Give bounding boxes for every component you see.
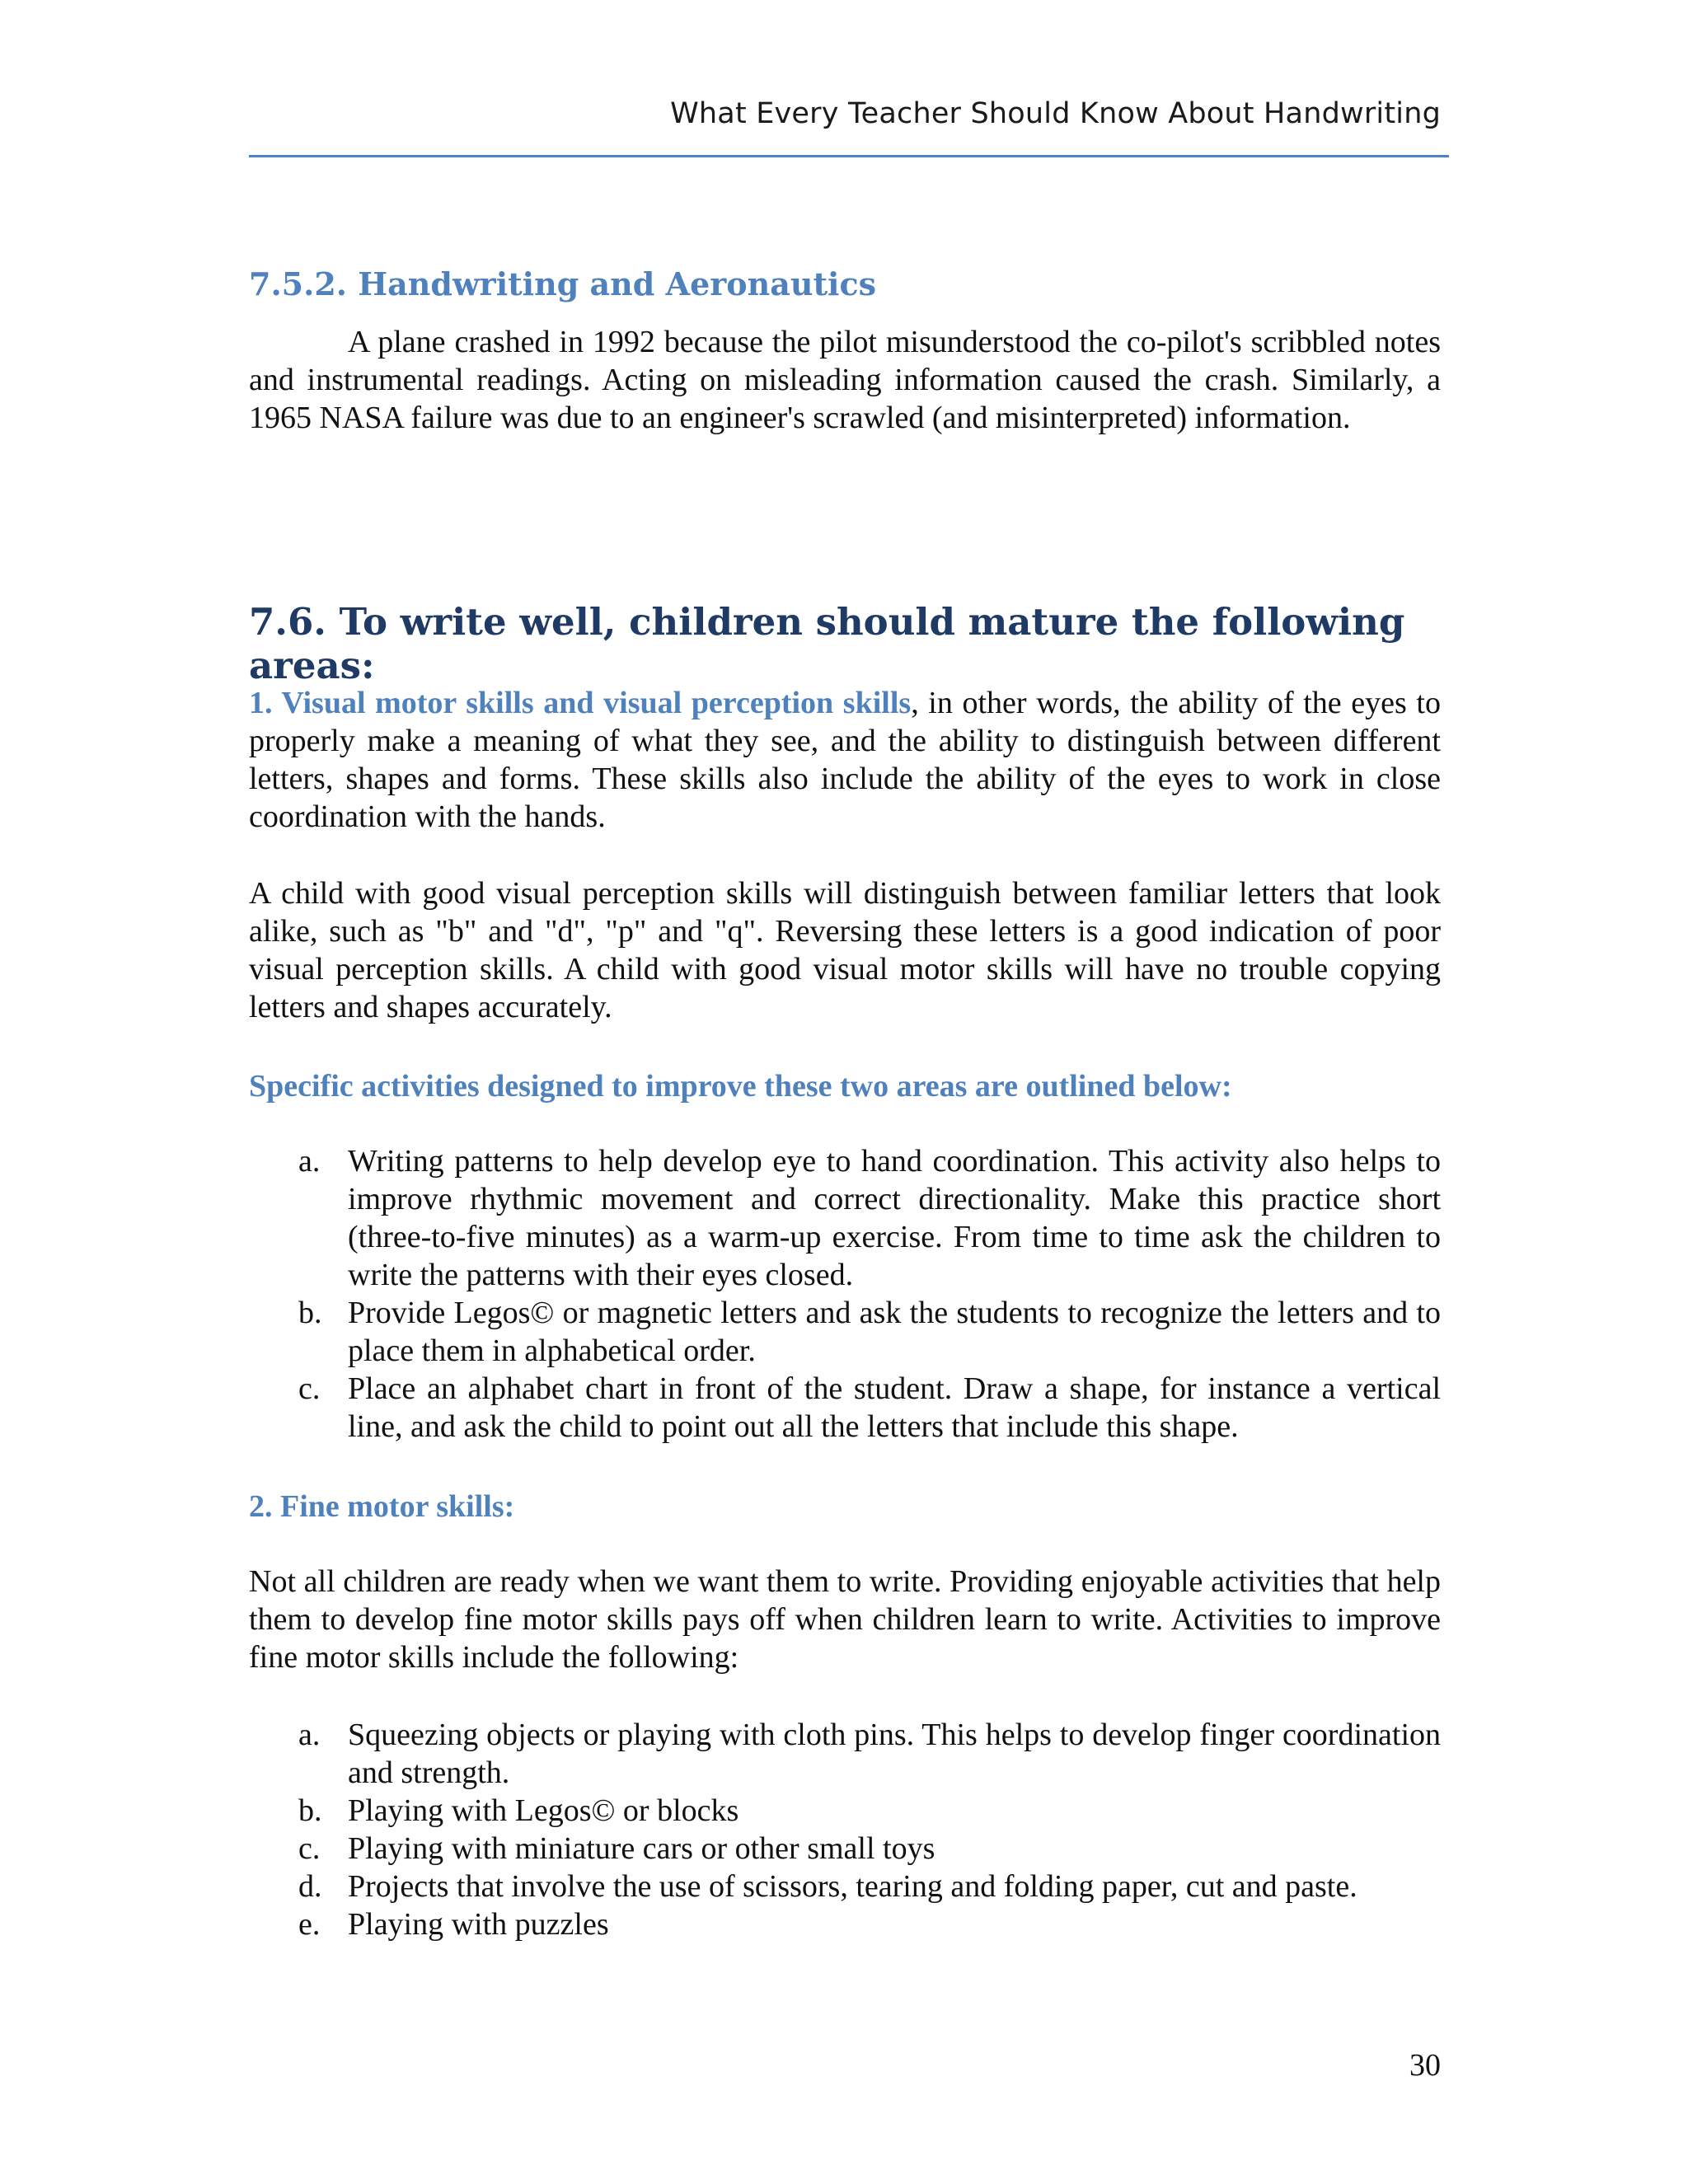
list-item-text: Provide Legos© or magnetic letters and ask the students to recognize the letters and to place them in alphabetical order.: [348, 1296, 1441, 1368]
list-item-text: Place an alphabet chart in front of the student. Draw a shape, for instance a vertical line, and ask the child to point out all the letters that include this shape.: [348, 1371, 1441, 1444]
list-marker: e.: [298, 1907, 321, 1942]
list-item: [249, 1830, 1441, 1868]
list-marker: b.: [298, 1793, 322, 1828]
visual-perception-paragraph: A child with good visual perception skills will distinguish between familiar letters that look alike, such as "b" and "d", "p" and "q". Reversing these letters is a good indication of poor visual perception skills. A child with good visual motor skills will have no trouble copying letters and shapes accurately.: [249, 876, 1441, 1024]
running-header: What Every Teacher Should Know About Handwriting: [670, 97, 1441, 130]
visual-skills-paragraph: [249, 684, 1441, 836]
list-item-text: Playing with puzzles: [348, 1907, 609, 1942]
header-rule: [249, 155, 1449, 157]
list-marker: a.: [298, 1144, 321, 1179]
list-item: [249, 1868, 1441, 1905]
list-item-text: Playing with Legos© or blocks: [348, 1793, 739, 1828]
page-number: 30: [1409, 2048, 1441, 2083]
list-marker: c.: [298, 1831, 321, 1866]
list-item-text: Squeezing objects or playing with cloth pins. This helps to develop finger coordination and strength.: [348, 1718, 1441, 1790]
visual-activities-list: [249, 1142, 1441, 1446]
visual-skills-lead: 1. Visual motor skills and visual perception skills: [249, 686, 912, 720]
list-item: [249, 1792, 1441, 1830]
list-item-text: Playing with miniature cars or other small toys: [348, 1831, 935, 1866]
fine-motor-activities-list: [249, 1716, 1441, 1943]
list-item: [249, 1294, 1441, 1370]
section-heading-7-6: 7.6. To write well, children should mature the following areas:: [249, 600, 1405, 687]
list-item-text: Projects that involve the use of scissors, tearing and folding paper, cut and paste.: [348, 1869, 1357, 1904]
fine-motor-heading: 2. Fine motor skills:: [249, 1489, 515, 1524]
list-item: [249, 1142, 1441, 1294]
fine-motor-paragraph: Not all children are ready when we want them to write. Providing enjoyable activities that help them to develop fine motor skills pays off when children learn to write. Activities to improve fine motor skills include the following:: [249, 1564, 1441, 1675]
list-marker: d.: [298, 1869, 322, 1904]
list-item-text: Writing patterns to help develop eye to hand coordination. This activity also helps to improve rhythmic movement and correct directionality. Make this practice short (three-to-five minutes) as a warm-up exercise. From time to time ask the children to write the patterns with their eyes closed.: [348, 1144, 1441, 1292]
list-item: [249, 1716, 1441, 1792]
section-heading-7-5-2: 7.5.2. Handwriting and Aeronautics: [249, 265, 877, 302]
list-marker: b.: [298, 1296, 322, 1330]
visual-skills-text: , in other words, the ability of the eyes to properly make a meaning of what they see, and the ability to distinguish between different letters, shapes and forms. These skills also include the ability of the eyes to work in close coordination with the hands.: [249, 686, 1441, 834]
list-marker: c.: [298, 1371, 321, 1406]
list-marker: a.: [298, 1718, 321, 1752]
aeronautics-paragraph: A plane crashed in 1992 because the pilot misunderstood the co-pilot's scribbled notes and instrumental readings. Acting on misleading information caused the crash. Similarly, a 1965 NASA failure was due to an engineer's scrawled (and misinterpreted) information.: [249, 325, 1441, 435]
list-item: [249, 1370, 1441, 1446]
activities-heading: Specific activities designed to improve these two areas are outlined below:: [249, 1069, 1232, 1104]
list-item: [249, 1905, 1441, 1943]
